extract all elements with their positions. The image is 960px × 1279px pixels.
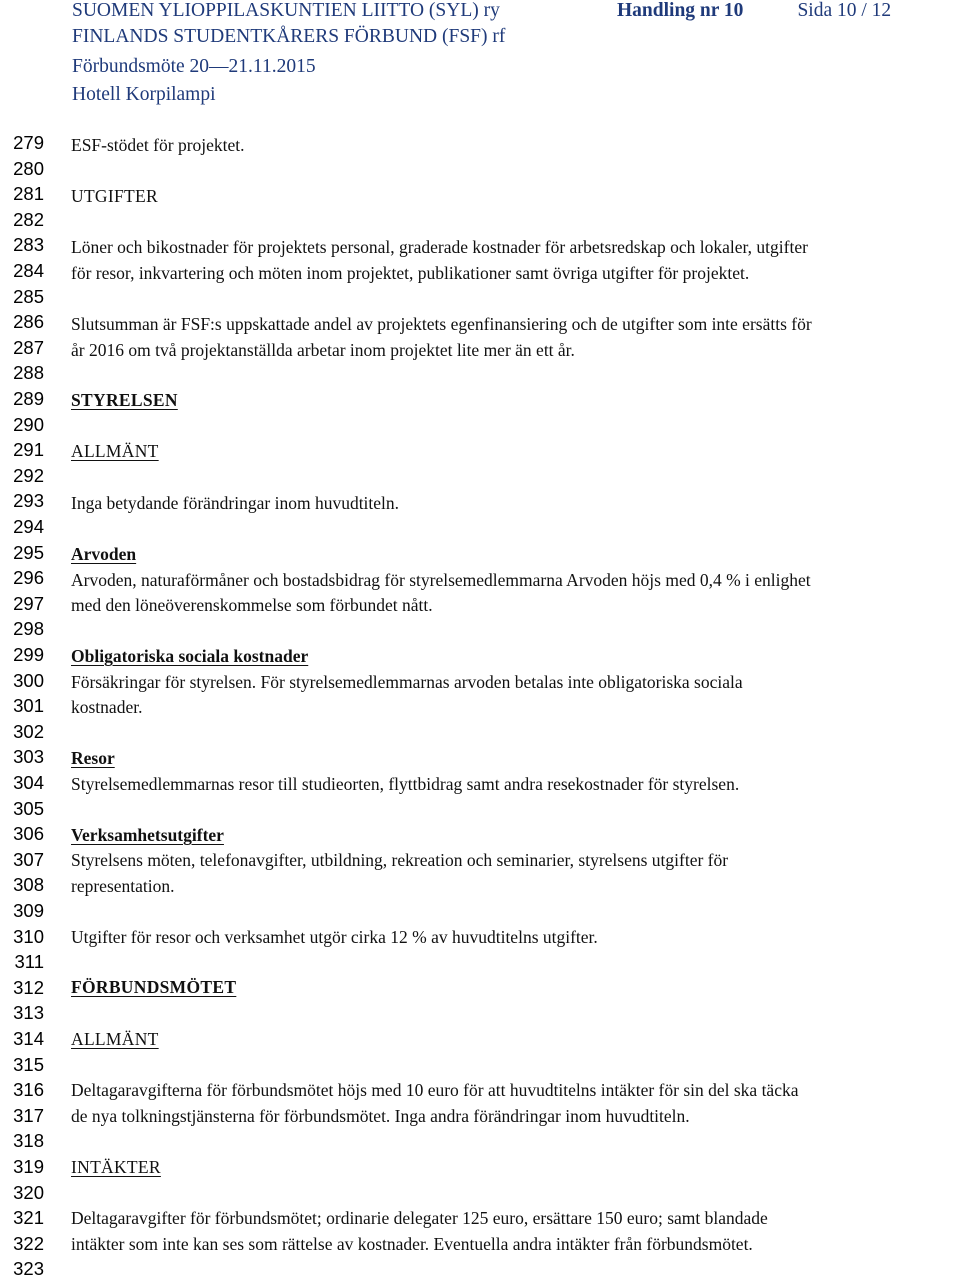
line-number: 292 [13, 464, 44, 486]
line-number: 309 [13, 900, 44, 921]
line-number: 291 [13, 439, 44, 461]
line-number: 308 [13, 874, 44, 896]
line-number: 299 [13, 644, 44, 665]
body-line: Löner och bikostnader för projektets personal, graderade kostnader för arbetsredskap och lokaler, utgifter [71, 237, 808, 257]
line-number: 281 [13, 183, 44, 205]
line-number: 295 [13, 541, 44, 563]
page-number: Sida 10 / 12 [797, 0, 892, 21]
body-line: Styrelsemedlemmarnas resor till studieorten, flyttbidrag samt andra resekostnader för styrelsen. [71, 774, 740, 794]
line-number: 322 [13, 1232, 44, 1254]
page-header [72, 0, 952, 116]
subsection-heading-intakter: INTÄKTER [71, 1157, 161, 1177]
line-number: 284 [13, 260, 44, 281]
line-number: 300 [13, 669, 44, 691]
line-number: 293 [13, 490, 44, 512]
section-heading-utgifter: UTGIFTER [71, 186, 158, 206]
body-line: med den löneöverenskommelse som förbundet nått. [71, 595, 433, 615]
line-number: 279 [13, 132, 44, 153]
body-line: för resor, inkvartering och möten inom projektet, publikationer samt övriga utgifter för projektet. [71, 263, 750, 283]
body-line: Deltagaravgifterna för förbundsmötet höjs med 10 euro för att huvudtitelns intäkter för sin del ska täcka [71, 1080, 799, 1100]
line-number: 301 [13, 695, 44, 717]
venue: Hotell Korpilampi [72, 84, 216, 105]
line-number: 280 [13, 157, 44, 179]
line-number: 287 [13, 336, 44, 358]
line-number: 297 [13, 592, 44, 614]
body-line: Arvoden, naturaförmåner och bostadsbidrag för styrelsemedlemmarna Arvoden höjs med 0,4 % i enlighet [71, 570, 811, 590]
section-heading-styrelsen: STYRELSEN [71, 390, 178, 410]
line-number: 316 [13, 1079, 44, 1101]
line-number: 315 [13, 1053, 44, 1075]
body-line: Slutsumman är FSF:s uppskattade andel av projektets egenfinansiering och de utgifter som inte ersätts för [71, 314, 812, 334]
line-number: 312 [13, 976, 44, 998]
line-number: 285 [13, 285, 44, 307]
line-number: 303 [13, 746, 44, 768]
line-number: 319 [13, 1156, 44, 1177]
line-number: 313 [13, 1002, 44, 1024]
body-line: Inga betydande förändringar inom huvudtiteln. [71, 493, 400, 513]
subsection-heading-allmant: ALLMÄNT [71, 1029, 159, 1049]
body-line: Deltagaravgifter för förbundsmötet; ordinarie delegater 125 euro, ersättare 150 euro; samt blandade [71, 1208, 768, 1228]
line-number: 282 [13, 208, 44, 230]
org-name-swedish: FINLANDS STUDENTKÅRERS FÖRBUND (FSF) rf [72, 26, 506, 47]
item-heading-obligatoriska: Obligatoriska sociala kostnader [71, 646, 309, 666]
line-number: 318 [13, 1130, 44, 1152]
body-line: ESF-stödet för projektet. [71, 135, 245, 155]
line-number: 286 [13, 311, 44, 333]
body-line: Försäkringar för styrelsen. För styrelsemedlemmarnas arvoden betalas inte obligatoriska sociala [71, 672, 743, 692]
line-number: 310 [13, 925, 44, 947]
line-number: 306 [13, 823, 44, 845]
item-heading-verksamhetsutgifter: Verksamhetsutgifter [71, 825, 224, 845]
body-line: representation. [71, 876, 175, 896]
body-line: Utgifter för resor och verksamhet utgör cirka 12 % av huvudtitelns utgifter. [71, 927, 598, 947]
subsection-heading-allmant: ALLMÄNT [71, 441, 159, 461]
line-number: 317 [13, 1104, 44, 1126]
body-line: Styrelsens möten, telefonavgifter, utbildning, rekreation och seminarier, styrelsens utgifter för [71, 850, 729, 870]
body-line: de nya tolkningstjänsterna för förbundsmötet. Inga andra förändringar inom huvudtiteln. [71, 1106, 690, 1126]
item-heading-resor: Resor [71, 748, 115, 768]
line-number: 288 [13, 362, 44, 384]
line-number: 314 [13, 1028, 44, 1049]
line-number: 305 [13, 797, 44, 819]
body-line: intäkter som inte kan ses som rättelse av kostnader. Eventuella andra intäkter från förbundsmötet. [71, 1234, 753, 1254]
line-number: 307 [13, 848, 44, 870]
line-number: 298 [13, 618, 44, 640]
item-heading-arvoden: Arvoden [71, 544, 137, 564]
line-number: 283 [13, 234, 44, 256]
org-name-finnish: SUOMEN YLIOPPILASKUNTIEN LIITTO (SYL) ry [72, 0, 500, 21]
body-line: kostnader. [71, 697, 143, 717]
section-heading-forbundsmotet: FÖRBUNDSMÖTET [71, 977, 237, 997]
line-number: 296 [13, 567, 44, 589]
line-number: 290 [13, 413, 44, 435]
body-line: år 2016 om två projektanställda arbetar inom projektet lite mer än ett år. [71, 340, 575, 360]
document-number: Handling nr 10 [617, 0, 744, 21]
meeting-title: Förbundsmöte 20—21.11.2015 [72, 56, 316, 77]
line-number: 289 [13, 388, 44, 409]
line-number: 323 [13, 1258, 44, 1279]
line-number: 304 [13, 772, 44, 793]
line-number: 294 [13, 516, 44, 537]
line-number: 321 [13, 1207, 44, 1229]
line-number: 302 [13, 720, 44, 742]
line-number: 320 [13, 1181, 44, 1203]
line-number: 311 [14, 951, 44, 973]
header-right [617, 0, 891, 24]
